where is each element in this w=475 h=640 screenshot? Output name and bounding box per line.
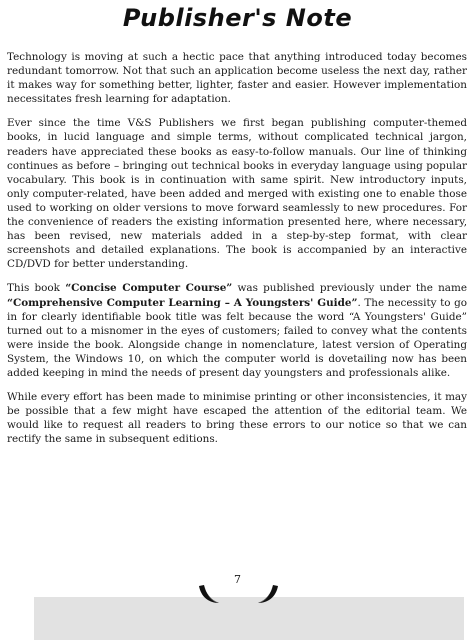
page-title: Publisher's Note <box>122 4 353 32</box>
right-swoosh-icon <box>256 583 280 605</box>
paragraph-3-text-b: was published previously under the name <box>232 282 467 295</box>
paragraph-3 <box>7 281 467 380</box>
left-swoosh-icon <box>197 583 221 605</box>
paragraph-1: Technology is moving at such a hectic pace that anything introduced today becomes redundant tomorrow. Not that such an application become useless the next day, rather it makes way for something better, lighter, faster and easier. However implementation necessitates fresh learning for adaptation. <box>7 51 467 106</box>
old-title-comprehensive: “Comprehensive Computer Learning – A Youngsters' Guide” <box>7 296 358 309</box>
note-body <box>7 50 467 456</box>
paragraph-3-text-a: This book <box>7 282 66 295</box>
page-number: 7 <box>234 573 241 586</box>
paragraph-4: While every effort has been made to minimise printing or other inconsistencies, it may be possible that a few might have escaped the attention of the editorial team. We would like to request all readers to bring these errors to our notice so that we can rectify the same in subsequent editions. <box>7 391 467 446</box>
paragraph-3-text-c: . The necessity to go in for clearly identifiable book title was felt because the word “A Youngsters' Guide” turned out to a misnomer in the eyes of customers; failed to convey what the contents were inside the book. Alongside change in nomenclature, latest version of Operating System, the Windows 10, on which the computer world is dovetailing now has been added keeping in mind the needs of present day youngsters and professionals alike. <box>7 296 467 379</box>
paragraph-2: Ever since the time V&S Publishers we first began publishing computer-themed books, in lucid language and simple terms, without complicated technical jargon, readers have appreciated these books as easy-to-follow manuals. Our line of thinking continues as before – bringing out technical books in everyday language using popular vocabulary. This book is in continuation with same spirit. New introductory inputs, only computer-related, have been added and merged with existing one to enable those used to working on older versions to move forward seamlessly to new procedures. For the convenience of readers the existing information presented here, where necessary, has been revised, new materials added in a step-by-step format, with clear screenshots and detailed explanations. The book is accompanied by an interactive CD/DVD for better understanding. <box>7 117 467 271</box>
old-title-concise: “Concise Computer Course” <box>65 282 233 295</box>
footer-band <box>34 597 464 640</box>
